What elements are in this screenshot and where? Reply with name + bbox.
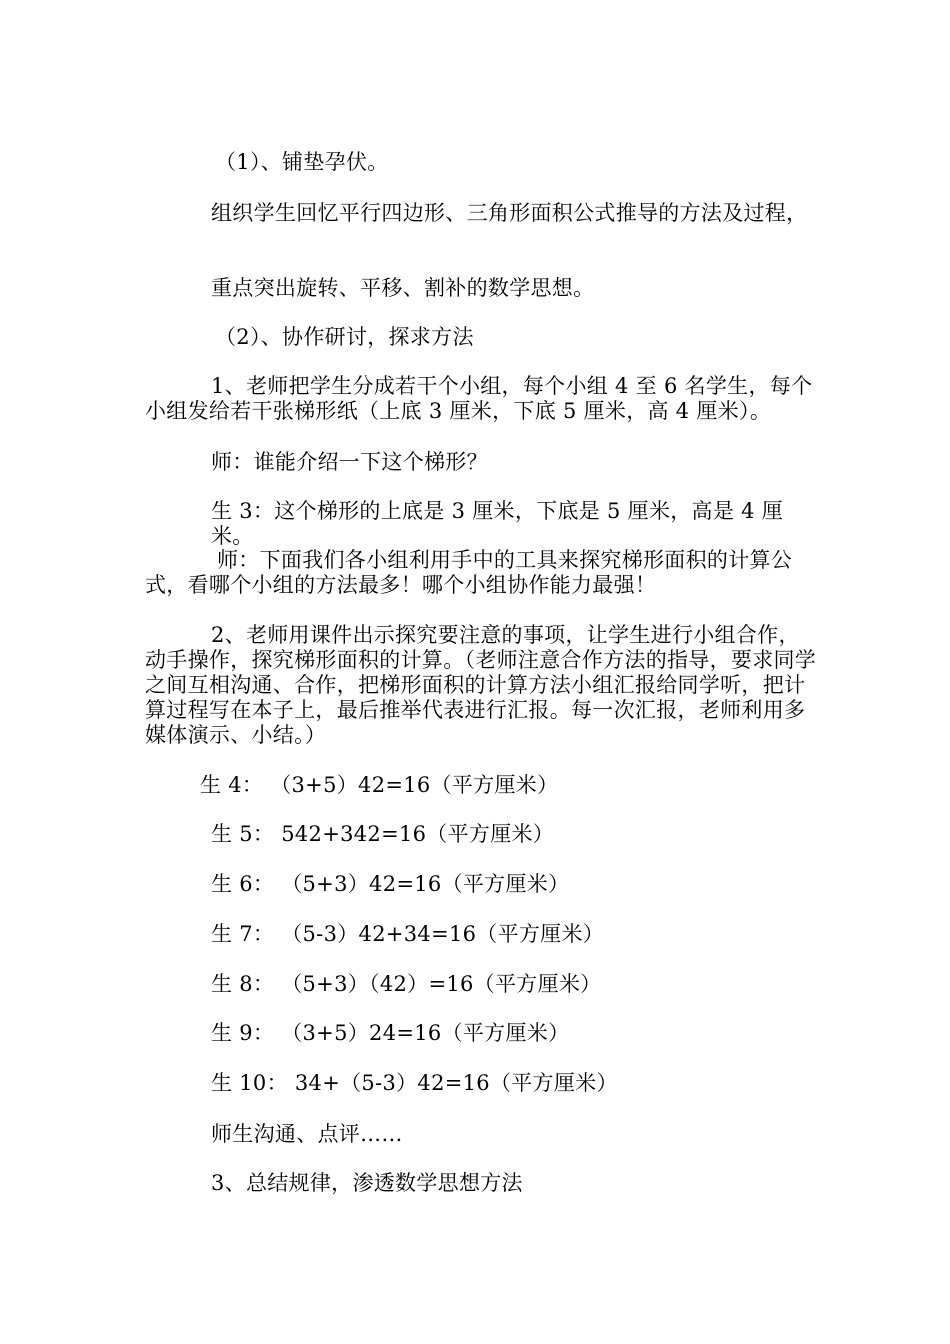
paragraph-18: 3、总结规律，渗透数学思想方法 <box>211 1171 523 1195</box>
paragraph-12: 生 6： （5+3）42=16（平方厘米） <box>211 872 570 896</box>
paragraph-1: （1）、铺垫孕伏。 <box>215 150 389 174</box>
paragraph-2: 组织学生回忆平行四边形、三角形面积公式推导的方法及过程， <box>211 201 808 225</box>
paragraph-5: 1、老师把学生分成若干个小组，每个小组 4 至 6 名学生，每个小组发给若干张梯形纸（上底 3 厘米，下底 5 厘米，高 4 厘米）。 <box>145 374 813 423</box>
paragraph-10: 生 4： （3+5）42=16（平方厘米） <box>200 773 559 797</box>
paragraph-15: 生 9： （3+5）24=16（平方厘米） <box>211 1021 570 1045</box>
paragraph-3: 重点突出旋转、平移、割补的数学思想。 <box>211 276 595 300</box>
paragraph-9: 2、老师用课件出示探究要注意的事项，让学生进行小组合作，动手操作，探究梯形面积的计算。（老师注意合作方法的指导，要求同学之间互相沟通、合作，把梯形面积的计算方法小组汇报给同学听，把计算过程写在本子上，最后推举代表进行汇报。每一次汇报，老师利用多媒体演示、小结。） <box>145 623 817 747</box>
paragraph-8: 师：下面我们各小组利用手中的工具来探究梯形面积的计算公式，看哪个小组的方法最多！哪个小组协作能力最强！ <box>145 548 793 597</box>
paragraph-14: 生 8： （5+3）（42）=16（平方厘米） <box>211 972 602 996</box>
paragraph-16: 生 10： 34+（5-3）42=16（平方厘米） <box>211 1071 618 1095</box>
paragraph-6: 师：谁能介绍一下这个梯形？ <box>211 450 488 474</box>
paragraph-17: 师生沟通、点评…… <box>211 1122 403 1146</box>
paragraph-7: 生 3：这个梯形的上底是 3 厘米，下底是 5 厘米，高是 4 厘米。 <box>211 499 784 548</box>
paragraph-4: （2）、协作研讨，探求方法 <box>215 325 474 349</box>
paragraph-11: 生 5： 542+342=16（平方厘米） <box>211 822 555 846</box>
paragraph-13: 生 7： （5-3）42+34=16（平方厘米） <box>211 922 605 946</box>
